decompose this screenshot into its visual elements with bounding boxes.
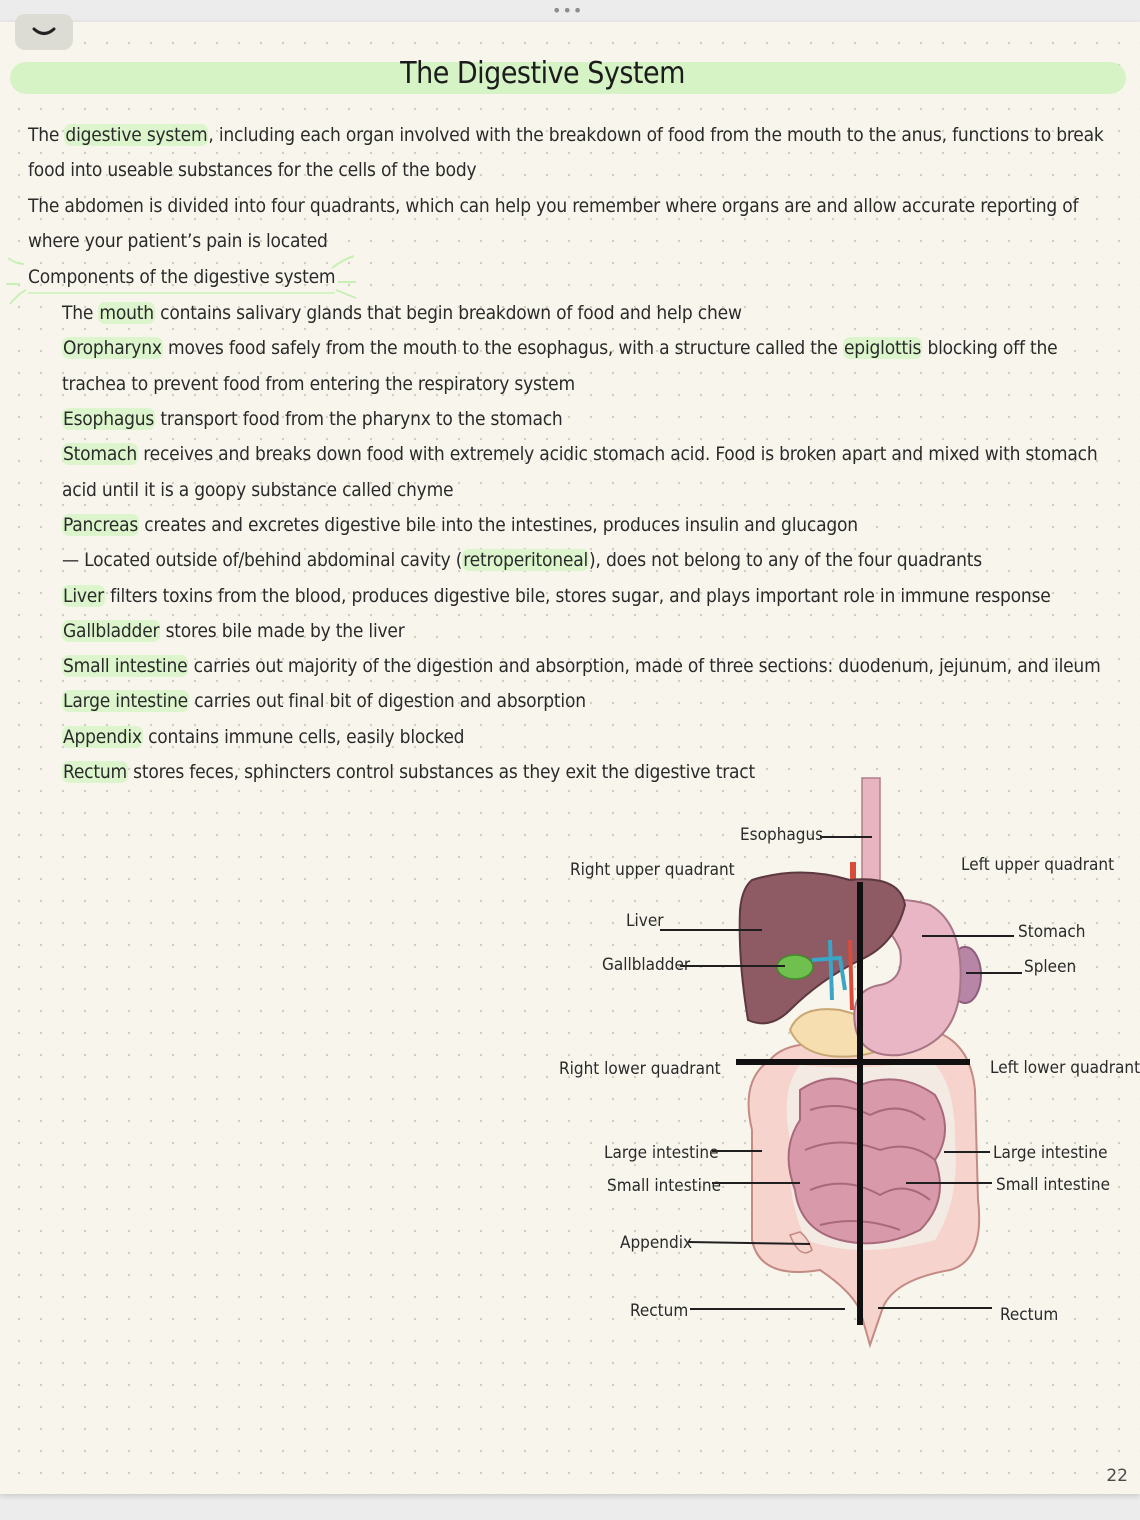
chevron-down-icon — [31, 26, 57, 38]
list-item: Oropharynx moves food safely from the mouth to the esophagus, with a structure called the epiglottis blocking off the trachea to prevent food from entering the respiratory system — [62, 337, 1058, 395]
list-item: Gallbladder stores bile made by the liver — [63, 619, 405, 642]
rectum-right-label: Rectum — [1000, 1305, 1059, 1325]
luq-label: Left upper quadrant — [961, 855, 1115, 875]
small-intestine-left-label: Small intestine — [607, 1176, 722, 1196]
notes-body — [28, 118, 1118, 790]
section-heading: Components of the digestive system — [28, 262, 335, 294]
ruq-label: Right upper quadrant — [570, 860, 735, 880]
gallbladder-label: Gallbladder — [602, 955, 691, 975]
collapse-button[interactable] — [15, 14, 73, 50]
list-item: Appendix contains immune cells, easily blocked — [63, 725, 465, 748]
small-intestine-right-label: Small intestine — [996, 1175, 1111, 1195]
list-item: Liver filters toxins from the blood, produces digestive bile, stores sugar, and plays important role in immune response — [63, 584, 1051, 607]
rlq-label: Right lower quadrant — [559, 1059, 721, 1079]
page-title: The Digestive System — [400, 56, 685, 91]
rectum-left-label: Rectum — [630, 1301, 689, 1321]
esophagus-label: Esophagus — [740, 825, 824, 845]
page-number: 22 — [1106, 1466, 1128, 1486]
large-intestine-right-label: Large intestine — [993, 1143, 1108, 1163]
notebook-page — [0, 22, 1140, 1494]
large-intestine-left-label: Large intestine — [604, 1143, 719, 1163]
llq-label: Left lower quadrant — [990, 1058, 1140, 1078]
list-item: The mouth contains salivary glands that begin breakdown of food and help chew — [62, 302, 742, 325]
intro-paragraph: The abdomen is divided into four quadrants, which can help you remember where organs are and allow accurate reporting of where your patient’s pain is located — [28, 194, 1079, 252]
liver-label: Liver — [626, 911, 664, 931]
appendix-label: Appendix — [620, 1233, 693, 1253]
stomach-label: Stomach — [1018, 922, 1086, 942]
list-item: Small intestine carries out majority of the digestion and absorption, made of three sections: duodenum, jejunum, and ileum — [63, 655, 1101, 678]
list-item: Esophagus transport food from the pharynx to the stomach — [63, 408, 563, 431]
intro-paragraph: The digestive system, including each organ involved with the breakdown of food from the mouth to the anus, functions to break food into useable substances for the cells of the body — [28, 124, 1104, 182]
spleen-label: Spleen — [1024, 957, 1077, 977]
list-item: Large intestine carries out final bit of digestion and absorption — [63, 690, 586, 713]
more-options-icon[interactable]: ••• — [552, 1, 584, 20]
list-item: Stomach receives and breaks down food with extremely acidic stomach acid. Food is broken apart and mixed with stomach acid until it is a goopy substance called chyme — [62, 443, 1098, 501]
list-item: — Located outside of/behind abdominal cavity (retroperitoneal), does not belong to any of the four quadrants — [62, 549, 982, 572]
list-item: Rectum stores feces, sphincters control substances as they exit the digestive tract — [63, 761, 755, 784]
list-item: Pancreas creates and excretes digestive bile into the intestines, produces insulin and glucagon — [63, 513, 858, 536]
